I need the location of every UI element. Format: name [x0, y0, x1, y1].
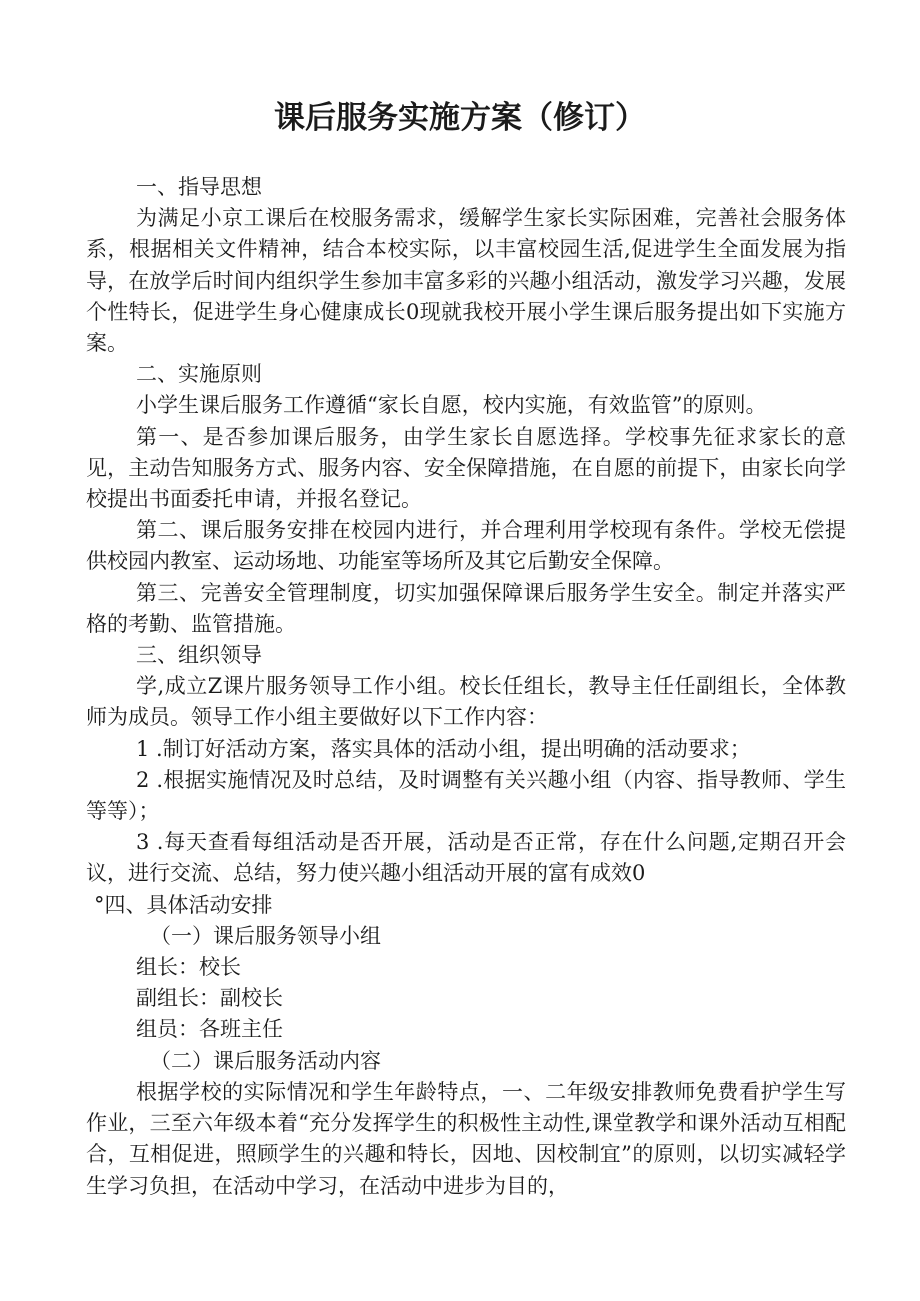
section-heading-guiding-ideology: 一、指导思想	[136, 175, 262, 199]
paragraph: 小学生课后服务工作遵循“家长自愿，校内实施，有效监管”的原则。	[136, 393, 767, 418]
list-item: 3 .每天查看每组活动是否开展，活动是否正常，存在什么问题,定期召开会议，进行交流、总结，努力使兴趣小组活动开展的富有成效0	[86, 830, 846, 886]
document-body	[86, 172, 846, 1202]
paragraph: 根据学校的实际情况和学生年龄特点，一、二年级安排教师免费看护学生写作业，三至六年级本着“充分发挥学生的积极性主动性,课堂教学和课外活动互相配合，互相促进，照顾学生的兴趣和特长，因地、因校制宜”的原则，以切实减轻学生学习负担，在活动中学习，在活动中进步为目的，	[86, 1079, 846, 1198]
section-heading-activities: °四、具体活动安排	[94, 892, 273, 917]
document-title: 课后服务实施方案（修订）	[274, 100, 646, 136]
section-heading-principles: 二、实施原则	[136, 362, 262, 387]
subsection-heading-activity-content: （二）课后服务活动内容	[150, 1048, 381, 1073]
paragraph: 第三、完善安全管理制度，切实加强保障课后服务学生安全。制定并落实严格的考勤、监管措施。	[86, 580, 846, 636]
list-item: 2 .根据实施情况及时总结，及时调整有关兴趣小组（内容、指导教师、学生等等）；	[86, 767, 846, 824]
paragraph: 第二、课后服务安排在校园内进行，并合理利用学校现有条件。学校无偿提供校园内教室、运动场地、功能室等场所及其它后勤安全保障。	[86, 518, 846, 574]
list-item: 1 .制订好活动方案，落实具体的活动小组，提出明确的活动要求；	[136, 736, 751, 761]
subsection-heading-leadership-group: （一）课后服务领导小组	[150, 923, 381, 948]
section-heading-leadership: 三、组织领导	[136, 643, 262, 668]
paragraph: 学,成立Z课片服务领导工作小组。校长任组长，教导主任任副组长，全体教师为成员。领导工作小组主要做好以下工作内容：	[86, 674, 846, 730]
deputy-leader-line: 副组长：副校长	[136, 986, 283, 1011]
group-leader-line: 组长：校长	[136, 955, 241, 980]
paragraph: 为满足小京工课后在校服务需求，缓解学生家长实际困难，完善社会服务体系，根据相关文件精神，结合本校实际，以丰富校园生活,促进学生全面发展为指导，在放学后时间内组织学生参加丰富多彩的兴趣小组活动，激发学习兴趣，发展个性特长，促进学生身心健康成长0现就我校开展小学生课后服务提出如下实施方案。	[86, 206, 846, 356]
paragraph: 第一、是否参加课后服务，由学生家长自愿选择。学校事先征求家长的意见，主动告知服务方式、服务内容、安全保障措施，在自愿的前提下，由家长向学校提出书面委托申请，并报名登记。	[86, 424, 846, 512]
members-line: 组员：各班主任	[136, 1017, 283, 1042]
